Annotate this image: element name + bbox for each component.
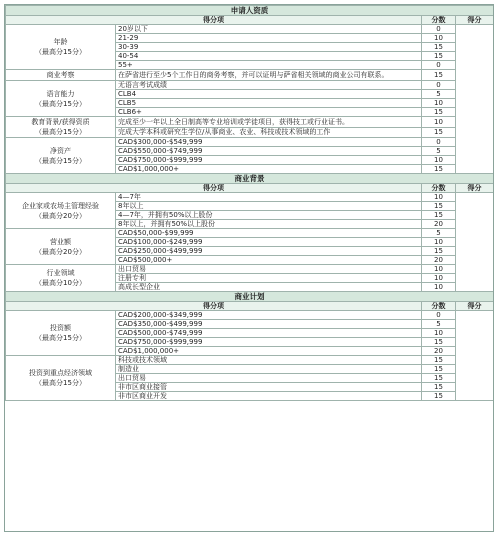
item-cell: CAD$1,000,000+ [116,165,422,174]
item-cell: 8年以上，并拥有50%以上股份 [116,220,422,229]
points-cell: 15 [422,338,456,347]
header-item: 得分项 [6,184,422,193]
category-name: 行业领域 [46,269,75,277]
points-cell: 15 [422,52,456,61]
item-cell: 40-54 [116,52,422,61]
category-note: （最高分15分） [35,334,86,342]
category-note: （最高分15分） [35,379,86,387]
item-cell: CAD$250,000-$499,999 [116,247,422,256]
item-cell: 科技或技术领域 [116,356,422,365]
header-score: 得分 [456,16,494,25]
points-cell: 5 [422,229,456,238]
points-cell: 10 [422,265,456,274]
item-cell: 8年以上 [116,202,422,211]
points-cell: 10 [422,238,456,247]
item-cell: CAD$350,000-$499,999 [116,320,422,329]
item-cell: CAD$750,000-$999,999 [116,156,422,165]
table-row [6,25,494,34]
header-points: 分数 [422,16,456,25]
points-cell: 15 [422,383,456,392]
category-name: 投资到重点经济领域 [29,369,92,377]
category-cell [6,311,116,356]
category-note: （最高分20分） [35,211,86,220]
points-cell: 10 [422,99,456,108]
table-row [6,193,494,202]
points-cell: 15 [422,127,456,138]
points-cell: 15 [422,43,456,52]
table-row [6,117,494,128]
item-cell: CLB6+ [116,108,422,117]
table-row [6,81,494,90]
category-name: 企业家或农场主管理经验 [22,201,99,210]
category-cell [6,117,116,138]
item-cell: 4—7年，并拥有50%以上股份 [116,211,422,220]
points-cell: 15 [422,374,456,383]
category-name: 净资产 [50,146,71,155]
points-cell: 15 [422,202,456,211]
category-name: 教育背景/获得资质 [31,118,90,126]
category-cell [6,70,116,81]
header-item: 得分项 [6,16,422,25]
points-cell: 15 [422,356,456,365]
table-row [6,138,494,147]
points-cell: 20 [422,256,456,265]
points-cell: 20 [422,220,456,229]
table-row [6,311,494,320]
points-cell: 10 [422,283,456,292]
section-header-row [6,302,494,311]
points-cell: 0 [422,81,456,90]
section-title-row [6,174,494,184]
points-cell: 0 [422,25,456,34]
points-cell: 5 [422,90,456,99]
item-cell: CLB5 [116,99,422,108]
points-cell: 15 [422,108,456,117]
category-note: （最高分20分） [35,247,86,256]
points-cell: 10 [422,274,456,283]
points-cell: 0 [422,61,456,70]
category-name: 投资额 [50,324,71,332]
points-cell: 20 [422,347,456,356]
points-cell: 10 [422,193,456,202]
points-cell: 15 [422,211,456,220]
score-cell [456,311,494,401]
points-cell: 10 [422,156,456,165]
header-score: 得分 [456,302,494,311]
points-cell: 15 [422,165,456,174]
item-cell: CAD$50,000-$99,999 [116,229,422,238]
category-name: 商业考察 [46,71,75,79]
item-cell: CAD$500,000+ [116,256,422,265]
item-cell: CLB4 [116,90,422,99]
item-cell: CAD$200,000-$349,999 [116,311,422,320]
item-cell: CAD$550,000-$749,999 [116,147,422,156]
header-score: 得分 [456,184,494,193]
category-name: 语言能力 [46,89,75,98]
item-cell: 4—7年 [116,193,422,202]
item-cell: 21-29 [116,34,422,43]
item-cell: 非市区商业开发 [116,392,422,401]
item-cell: 55+ [116,61,422,70]
points-cell: 5 [422,147,456,156]
item-cell: 注册专利 [116,274,422,283]
points-cell: 15 [422,392,456,401]
section-title-row [6,292,494,302]
category-cell [6,229,116,265]
category-name: 年龄 [53,38,68,46]
item-cell: CAD$500,000-$749,999 [116,329,422,338]
table-row [6,356,494,365]
section-header-row [6,184,494,193]
category-note: （最高分15分） [35,48,86,56]
item-cell: 在萨省进行至少5个工作日的商务考察，并可以证明与萨省相关领域的商业公司有联系。 [116,70,422,81]
table-row [6,229,494,238]
category-note: （最高分15分） [35,128,86,136]
item-cell: 30-39 [116,43,422,52]
scoring-table-frame [4,4,494,532]
points-cell: 0 [422,311,456,320]
points-cell: 15 [422,247,456,256]
score-cell [456,193,494,292]
points-cell: 15 [422,365,456,374]
table-row [6,265,494,274]
scoring-table [5,5,494,401]
section-title: 商业背景 [6,174,494,184]
section-header-row [6,16,494,25]
points-cell: 15 [422,70,456,81]
category-name: 营业额 [50,237,71,246]
table-row [6,70,494,81]
category-cell [6,193,116,229]
section-title-row [6,6,494,16]
points-cell: 5 [422,320,456,329]
item-cell: CAD$1,000,000+ [116,347,422,356]
points-cell: 10 [422,329,456,338]
item-cell: 完成大学本科或研究生学位/从事商业、农业、科技或技术领域的工作 [116,127,422,138]
item-cell: 无语言考试成绩 [116,81,422,90]
header-points: 分数 [422,302,456,311]
header-points: 分数 [422,184,456,193]
category-note: （最高分15分） [35,99,86,108]
item-cell: 出口贸易 [116,374,422,383]
item-cell: 非市区商业接管 [116,383,422,392]
section-title: 商业计划 [6,292,494,302]
item-cell: 制造业 [116,365,422,374]
item-cell: 完成至少一年以上全日制高等专业培训或学徒项目，获得技工或行业证书。 [116,117,422,128]
points-cell: 0 [422,138,456,147]
item-cell: 出口贸易 [116,265,422,274]
item-cell: CAD$300,000-$549,999 [116,138,422,147]
item-cell: 高成长型企业 [116,283,422,292]
points-cell: 10 [422,117,456,128]
category-note: （最高分15分） [35,156,86,165]
header-item: 得分项 [6,302,422,311]
item-cell: CAD$100,000-$249,999 [116,238,422,247]
points-cell: 10 [422,34,456,43]
category-cell [6,138,116,174]
score-cell [456,25,494,174]
category-cell [6,356,116,401]
category-cell [6,25,116,70]
category-cell [6,81,116,117]
category-cell [6,265,116,292]
category-note: （最高分10分） [35,279,86,287]
section-title: 申请人资质 [6,6,494,16]
item-cell: 20岁以下 [116,25,422,34]
item-cell: CAD$750,000-$999,999 [116,338,422,347]
